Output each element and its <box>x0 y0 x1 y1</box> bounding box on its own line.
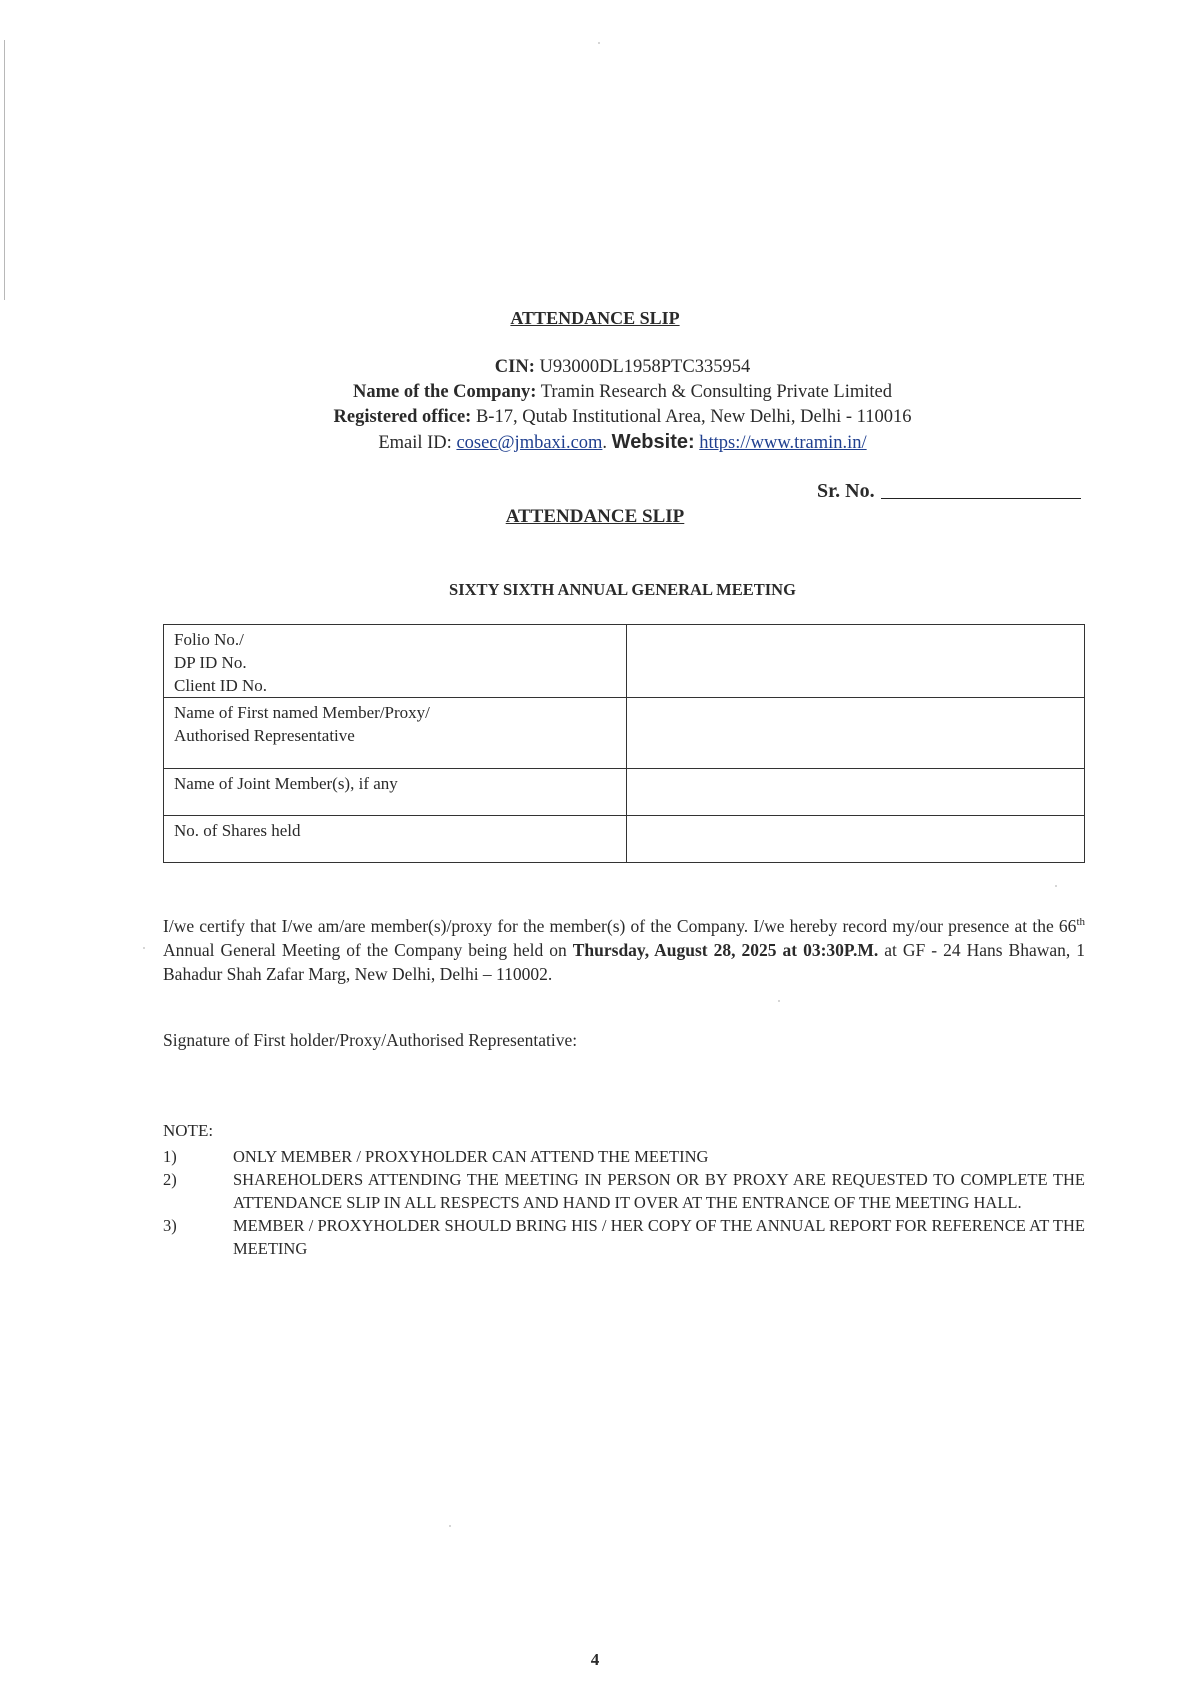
company-details <box>0 355 1190 456</box>
table-row <box>164 816 1085 863</box>
email-label: Email ID: <box>378 433 457 453</box>
cin-line <box>0 355 1190 380</box>
scan-speck <box>1055 885 1057 887</box>
scan-edge-line <box>4 40 5 300</box>
folio-label: Folio No./ DP ID No. Client ID No. <box>164 625 627 698</box>
scan-speck <box>778 1000 780 1002</box>
serial-number-field <box>817 480 1081 503</box>
list-item <box>163 1145 1085 1168</box>
meeting-date-time: Thursday, August 28, 2025 at 03:30P.M. <box>572 939 879 960</box>
note-number: 3) <box>163 1216 177 1235</box>
serial-number-label: Sr. No. <box>817 480 875 502</box>
note-text: SHAREHOLDERS ATTENDING THE MEETING IN PERSON OR BY PROXY ARE REQUESTED TO COMPLETE THE ATTENDANCE SLIP IN ALL RESPECTS AND HAND IT OVER AT THE ENTRANCE OF THE MEETING HALL. <box>233 1170 1085 1212</box>
cin-value: U93000DL1958PTC335954 <box>534 357 751 377</box>
joint-member-label: Name of Joint Member(s), if any <box>164 769 627 816</box>
certification-paragraph: I/we certify that I/we am/are member(s)/proxy for the member(s) of the Company. I/we hereby record my/our presence at the 66th Annual General Meeting of the Company being held on Thursday, August 28, 2025 at 03:30P.M. at GF - 24 Hans Bhawan, 1 Bahadur Shah Zafar Marg, New Delhi, Delhi – 110002. <box>163 915 1086 984</box>
scan-speck <box>143 947 145 949</box>
member-name-label: Name of First named Member/Proxy/ Authorised Representative <box>164 698 627 769</box>
attendance-slip-subheading: ATTENDANCE SLIP <box>505 506 685 527</box>
company-name-label: Name of the Company: <box>352 382 537 402</box>
cin-label: CIN: <box>494 357 535 377</box>
joint-member-value-cell[interactable] <box>627 769 1085 816</box>
member-name-value-cell[interactable] <box>627 698 1085 769</box>
notes-list <box>163 1145 1085 1260</box>
website-separator: . <box>602 433 612 453</box>
email-link[interactable]: cosec@jmbaxi.com <box>456 433 603 453</box>
meeting-title: SIXTY SIXTH ANNUAL GENERAL MEETING <box>449 580 796 599</box>
company-name-line <box>0 380 1190 405</box>
note-text: ONLY MEMBER / PROXYHOLDER CAN ATTEND THE MEETING <box>233 1147 709 1166</box>
registered-office-label: Registered office: <box>333 407 472 427</box>
serial-number-blank[interactable] <box>881 498 1081 499</box>
scan-speck <box>598 42 600 44</box>
table-row <box>164 625 1085 698</box>
signature-label: Signature of First holder/Proxy/Authorised Representative: <box>163 1030 578 1050</box>
shares-held-value-cell[interactable] <box>627 816 1085 863</box>
note-number: 1) <box>163 1147 177 1166</box>
member-details-table <box>163 624 1085 863</box>
folio-value-cell[interactable] <box>627 625 1085 698</box>
note-number: 2) <box>163 1170 177 1189</box>
table-row <box>164 769 1085 816</box>
page-number: 4 <box>590 1650 600 1669</box>
company-name-value: Tramin Research & Consulting Private Limited <box>536 382 893 402</box>
table-row <box>164 698 1085 769</box>
registered-office-line <box>0 405 1190 430</box>
shares-held-label: No. of Shares held <box>164 816 627 863</box>
note-text: MEMBER / PROXYHOLDER SHOULD BRING HIS / HER COPY OF THE ANNUAL REPORT FOR REFERENCE AT THE MEETING <box>233 1216 1085 1258</box>
attendance-slip-heading: ATTENDANCE SLIP <box>510 308 680 328</box>
website-link[interactable]: https://www.tramin.in/ <box>699 433 867 453</box>
list-item <box>163 1168 1085 1214</box>
contact-line <box>0 430 1190 456</box>
list-item <box>163 1214 1085 1260</box>
website-label: Website: <box>611 431 695 453</box>
registered-office-value: B-17, Qutab Institutional Area, New Delhi, Delhi - 110016 <box>471 407 912 427</box>
scan-speck <box>449 1525 451 1527</box>
note-heading: NOTE: <box>163 1121 214 1140</box>
